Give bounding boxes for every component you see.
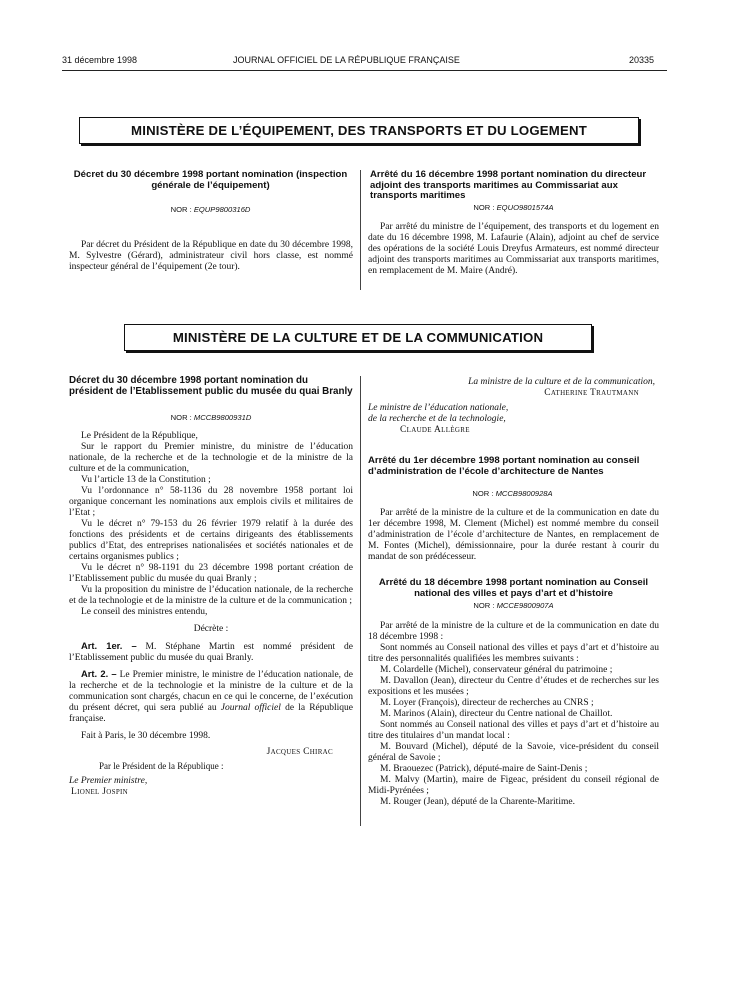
paragraph: M. Colardelle (Michel), conservateur général du patrimoine ; [380, 665, 613, 675]
decree-title-quai-branly: Décret du 30 décembre 1998 portant nomination du président de l’Etablissement public du musée du quai Branly [69, 375, 353, 397]
nor-reference [368, 601, 659, 611]
paragraph: Le Président de la République, [81, 431, 198, 441]
arrete-body-nantes [368, 508, 659, 563]
arrete-title-villes-pays-art: Arrêté du 18 décembre 1998 portant nomination au Conseil national des villes et pays d’art et d’histoire [378, 577, 649, 599]
paragraph: Vu le décret n° 98-1191 du 23 décembre 1998 portant création de l’Etablissement public du musée du quai Branly ; [69, 563, 353, 584]
arrete-body-villes-pays-art [368, 621, 659, 808]
signer-president: Jacques Chirac [266, 747, 333, 757]
arrete-title-transports-maritimes: Arrêté du 16 décembre 1998 portant nomination du directeur adjoint des transports maritimes au Commissariat aux transports maritimes [370, 169, 647, 202]
culture-minister-title: La ministre de la culture et de la communication, [468, 377, 655, 387]
done-at-paris: Fait à Paris, le 30 décembre 1998. [81, 731, 211, 741]
decree-title-inspection: Décret du 30 décembre 1998 portant nomination (inspection générale de l’équipement) [73, 169, 348, 191]
header-page-number: 20335 [629, 55, 655, 65]
paragraph: M. Bouvard (Michel), député de la Savoie, vice-président du conseil général de Savoie ; [368, 742, 659, 763]
journal-officiel-ref: Journal officiel [220, 703, 281, 713]
nor-code: EQUO9801574A [496, 203, 554, 212]
article-2 [69, 668, 353, 725]
header-rule [62, 70, 667, 71]
nor-label: NOR : [473, 601, 495, 610]
nor-reference [72, 205, 349, 215]
ministry-heading-culture: MINISTÈRE DE LA CULTURE ET DE LA COMMUNICATION [124, 324, 592, 351]
paragraph: Vu l’ordonnance n° 58-1136 du 28 novembre 1958 portant loi organique concernant les nominations aux emplois civils et militaires de l’Etat ; [69, 486, 353, 518]
paragraph: M. Braouezec (Patrick), député-maire de Saint-Denis ; [380, 764, 588, 774]
education-minister-title: Le ministre de l’éducation nationale, [368, 403, 509, 413]
paragraph: M. Marinos (Alain), directeur du Centre national de Chaillot. [380, 709, 613, 719]
paragraph: Vu l’article 13 de la Constitution ; [81, 475, 211, 485]
article-2-text: Le Premier ministre, le ministre de l’éducation nationale, de la recherche et de la technologie et la ministre de la culture et de la communication sont chargés, chacun en ce qui le concerne, de l’exécution du présent décret, qui sera publié au [69, 670, 353, 713]
education-minister-title-cont: de la recherche et de la technologie, [368, 414, 506, 424]
nor-reference [370, 203, 657, 213]
paragraph: Par arrêté de la ministre de la culture et de la communication en date du 18 décembre 1998 : [368, 621, 659, 642]
paragraph: Sont nommés au Conseil national des villes et pays d’art et d’histoire au titre des titulaires d’un mandat local : [368, 720, 659, 741]
nor-label: NOR : [170, 205, 192, 214]
paragraph: Le conseil des ministres entendu, [81, 607, 208, 617]
culture-minister-name: Catherine Trautmann [544, 388, 639, 398]
nor-label: NOR : [170, 413, 192, 422]
paragraph: Sont nommés au Conseil national des villes et pays d’art et d’histoire au titre des personnalités qualifiées les membres suivants : [368, 643, 659, 664]
nor-code: MCCB9800928A [495, 489, 553, 498]
nor-code: MCCB9800931D [193, 413, 252, 422]
paragraph: Par arrêté du ministre de l’équipement, des transports et du logement en date du 16 décembre 1998, M. Lafaurie (Alain), adjoint au chef de service des opérations de la société Louis Dreyfus Armateurs, est nommé directeur adjoint des transports maritimes au Commissariat aux transports maritimes, en remplacement de M. Maire (André). [368, 222, 659, 276]
article-1-label: Art. 1er. – [81, 640, 137, 651]
article-2-text-end: de la République française. [69, 703, 354, 724]
arrete-body-transports-maritimes [368, 222, 659, 277]
article-1-text: M. Stéphane Martin est nommé président de l’Etablissement public du musée du quai Branly. [69, 642, 353, 663]
paragraph: Sur le rapport du Premier ministre, du ministre de l’éducation nationale, de la recherche et de la technologie et de la ministre de la culture et de la communication, [69, 442, 353, 474]
decree-body-quai-branly [69, 431, 353, 798]
paragraph: Par décret du Président de la République en date du 30 décembre 1998, M. Sylvestre (Gérard), administrateur civil hors classe, est nommé inspecteur général de l’équipement (2e tour). [69, 240, 353, 272]
education-minister-name: Claude Allègre [400, 425, 470, 435]
paragraph: Vu la proposition du ministre de l’éducation nationale, de la recherche et de la technologie et de la ministre de la culture et de la communication ; [69, 585, 353, 606]
nor-code: MCCE9800907A [496, 601, 554, 610]
paragraph: M. Loyer (François), directeur de recherches au CNRS ; [380, 698, 594, 708]
column-divider [360, 170, 361, 290]
paragraph: M. Davallon (Jean), directeur du Centre d’études et de recherches sur les expositions et les musées ; [368, 676, 659, 697]
header-date: 31 décembre 1998 [62, 55, 138, 65]
article-1 [69, 640, 353, 664]
nor-reference [69, 413, 353, 423]
paragraph: Par arrêté de la ministre de la culture et de la communication en date du 1er décembre 1998, M. Clement (Michel) est nommé membre du conseil d’administration de l’école d’architecture de Nantes, en remplacement de M. Fontes (Michel), démissionnaire, pour la durée restant à courir du mandat de son prédécesseur. [368, 508, 659, 562]
nor-label: NOR : [472, 489, 494, 498]
prime-minister-name: Lionel Jospin [71, 787, 128, 797]
prime-minister-title: Le Premier ministre, [69, 776, 148, 786]
paragraph: M. Rouger (Jean), député de la Charente-Maritime. [380, 797, 575, 807]
column-divider [360, 376, 361, 826]
arrete-title-nantes: Arrêté du 1er décembre 1998 portant nomination au conseil d’administration de l’école d’architecture de Nantes [368, 455, 640, 477]
ministry-heading-equipement: MINISTÈRE DE L’ÉQUIPEMENT, DES TRANSPORTS ET DU LOGEMENT [79, 117, 639, 144]
paragraph: M. Malvy (Martin), maire de Figeac, président du conseil régional de Midi-Pyrénées ; [368, 775, 659, 796]
paragraph: Vu le décret n° 79-153 du 26 février 1979 relatif à la durée des fonctions des présidents et de certains dirigeants des établissements publics d’Etat, des entreprises nationalisées et sociétés nationales et de certains organismes publics ; [69, 519, 353, 562]
nor-label: NOR : [473, 203, 495, 212]
signatures-block [368, 377, 659, 436]
by-president-line: Par le Président de la République : [99, 761, 224, 771]
nor-reference [368, 489, 657, 499]
nor-code: EQUP9800316D [193, 205, 251, 214]
decrete-line: Décrète : [193, 624, 229, 634]
article-2-label: Art. 2. – [81, 668, 117, 679]
decree-body-inspection [69, 240, 353, 273]
header-journal-title: JOURNAL OFFICIEL DE LA RÉPUBLIQUE FRANÇAISE [233, 55, 460, 65]
